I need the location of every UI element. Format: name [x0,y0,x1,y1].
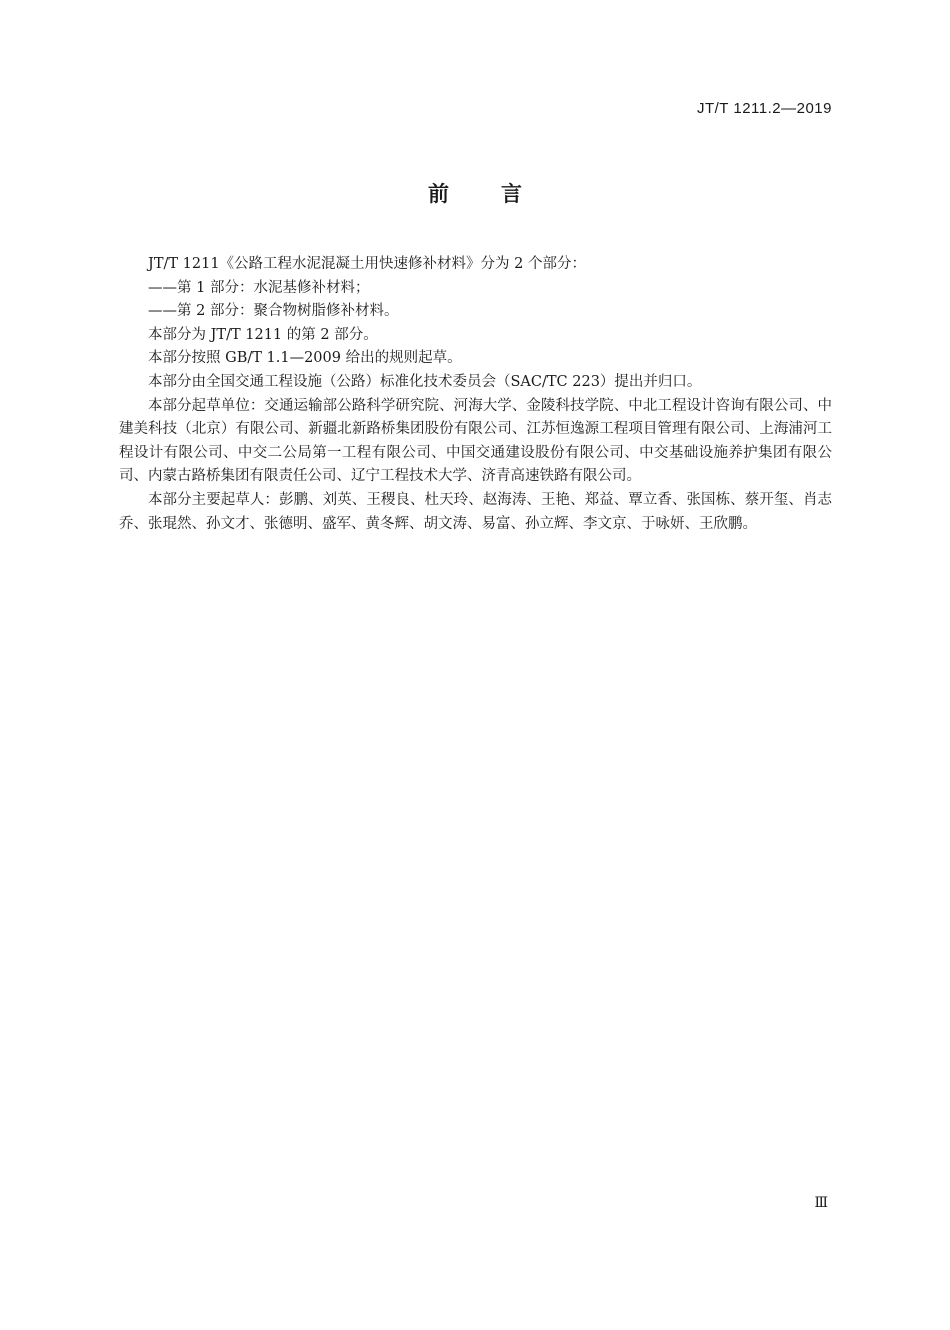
paragraph-parts-intro: JT/T 1211《公路工程水泥混凝土用快速修补材料》分为 2 个部分： [148,256,586,272]
paragraph-drafters: 本部分主要起草人：彭鹏、刘英、王稷良、杜天玲、赵海涛、王艳、郑益、覃立香、张国栋、蔡开玺、肖志乔、张琨然、孙文才、张德明、盛军、黄冬辉、胡文涛、易富、孙立辉、李文京、于咏妍、王欣鹏。 [119,491,832,532]
page-title: 前言 [428,182,574,206]
paragraph-part-2: ——第 2 部分：聚合物树脂修补材料。 [148,303,399,320]
paragraph-drafting-units: 本部分起草单位：交通运输部公路科学研究院、河海大学、金陵科技学院、中北工程设计咨询有限公司、中建美科技（北京）有限公司、新疆北新路桥集团股份有限公司、江苏恒逸源工程项目管理有限公司、上海浦河工程设计有限公司、中交二公局第一工程有限公司、中国交通建设股份有限公司、中交基础设施养护集团有限公司、内蒙古路桥集团有限责任公司、辽宁工程技术大学、济青高速铁路有限公司。 [119,397,832,485]
page-number: Ⅲ [814,1195,828,1211]
paragraph-drafting-rules: 本部分按照 GB/T 1.1—2009 给出的规则起草。 [148,350,462,367]
paragraph-part-1: ——第 1 部分：水泥基修补材料； [148,279,370,296]
standard-code: JT/T 1211.2—2019 [696,100,832,117]
foreword-content [119,253,832,536]
paragraph-this-part: 本部分为 JT/T 1211 的第 2 部分。 [148,326,378,343]
paragraph-proposer: 本部分由全国交通工程设施（公路）标准化技术委员会（SAC/TC 223）提出并归口。 [148,373,702,390]
